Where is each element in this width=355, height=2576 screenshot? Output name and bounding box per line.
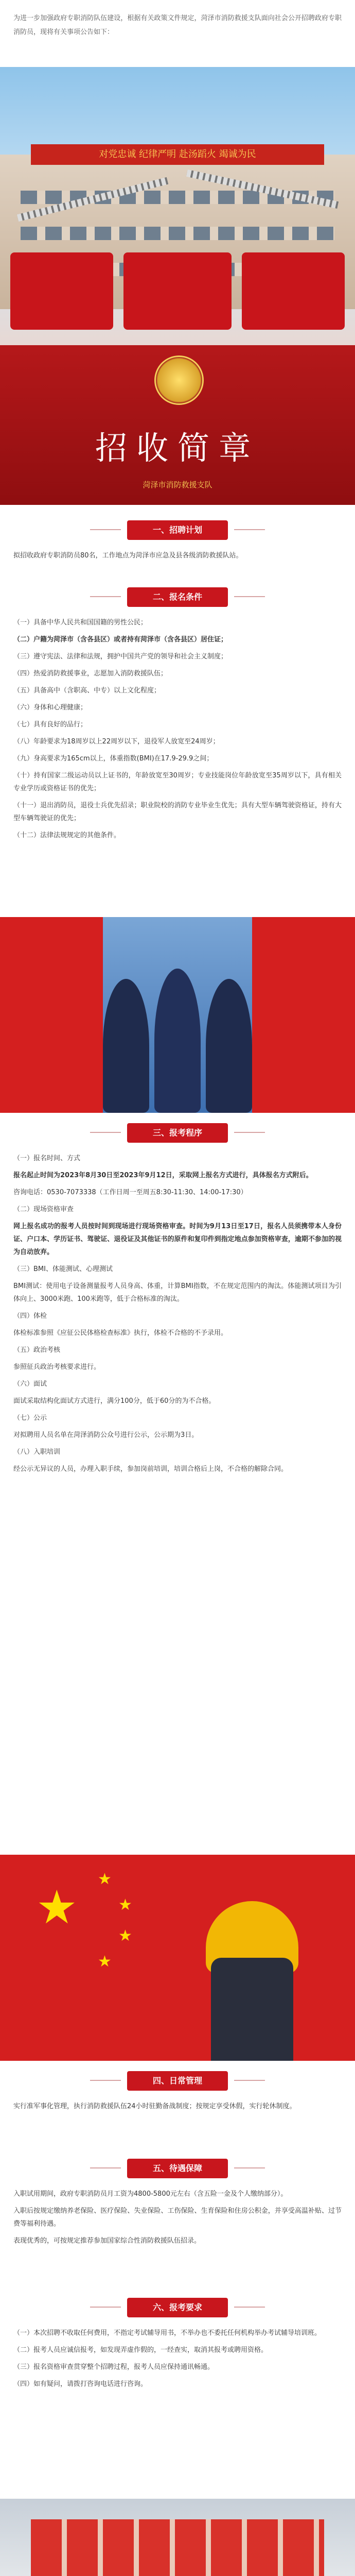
section-title: 六、报考要求 [127, 2298, 228, 2317]
condition-item: （十）持有国家二级运动员以上证书的，年龄放宽至30周岁；专业技能岗位年龄放宽至35周岁以下，具有相关专业学历或资格证书的优先； [13, 772, 342, 792]
requirement-item: （四）如有疑问，请拨打咨询电话进行咨询。 [13, 2380, 148, 2388]
fire-rescue-emblem-icon [154, 355, 204, 405]
section-plan [0, 515, 355, 577]
subheading: （八）入职培训 [13, 1448, 61, 1456]
subheading: （七）公示 [13, 1414, 47, 1422]
condition-item: （三）遵守宪法、法律和法规，拥护中国共产党的领导和社会主义制度； [13, 653, 228, 660]
subheading: （二）现场资格审查 [13, 1206, 74, 1213]
section-title: 四、日常管理 [127, 2071, 228, 2091]
conditions-list [13, 616, 342, 846]
procedure-text: BMI测试：使用电子设备测量报考人员身高、体重，计算BMI指数，不在规定范围内的淘汰。体能测试项目为引体向上、3000米跑、100米跑等，低于合格标准的淘汰。 [13, 1282, 342, 1303]
section-conditions [0, 587, 355, 907]
photo-team [0, 2499, 355, 2576]
section-title: 五、待遇保障 [127, 2159, 228, 2178]
fire-truck [242, 252, 345, 330]
fire-truck [123, 252, 232, 330]
condition-item: （二）户籍为菏泽市（含各县区）或者持有菏泽市（含各县区）居住证； [13, 636, 228, 643]
procedure-text: 体检标准参照《应征公民体格检查标准》执行，体检不合格的不予录用。 [13, 1329, 228, 1337]
subheading: （四）体检 [13, 1312, 47, 1320]
star-icon: ★ [118, 1896, 132, 1914]
subheading: （三）BMI、体能测试、心理测试 [13, 1265, 113, 1273]
subheading: （六）面试 [13, 1380, 47, 1388]
benefit-item: 入职试用期间，政府专职消防员月工资为4800-5800元左右（含五险一金及个人缴纳部分）。 [13, 2190, 288, 2198]
benefits-list [13, 2188, 342, 2251]
star-icon: ★ [118, 1927, 132, 1945]
condition-item: （五）具备高中（含职高、中专）以上文化程度； [13, 687, 161, 694]
procedure-text: 报名起止时间为2023年8月30日至2023年9月12日，采取网上报名方式进行，具体报名方式附后。 [13, 1172, 313, 1179]
procedure-text: 网上报名成功的报考人员按时间到现场进行现场资格审查。时间为9月13日至17日，报名人员须携带本人身份证、户口本、学历证书、驾驶证、退役证及其他证书的原件和复印件到指定地点参加资格审查，逾期不参加的视为自动放弃。 [13, 1223, 342, 1256]
procedure-content [13, 1152, 342, 1480]
condition-item: （十一）退出消防员，退役士兵优先招录；职业院校的消防专业毕业生优先；具有大型车辆驾驶资格证，持有大型车辆驾驶证的优先； [13, 802, 342, 822]
procedure-text: 面试采取结构化面试方式进行，满分100分，低于60分的为不合格。 [13, 1397, 216, 1405]
condition-item: （九）身高要求为165cm以上，体重指数(BMI)在17.9-29.9之间； [13, 755, 214, 762]
section-procedure [0, 1123, 355, 1855]
page-subtitle: 菏泽市消防救援支队 [143, 480, 212, 489]
page-title: 招收简章 [95, 429, 260, 467]
procedure-text: 对拟聘用人员名单在菏泽消防公众号进行公示，公示期为3日。 [13, 1431, 199, 1439]
condition-item: （八）年龄要求为18周岁以上22周岁以下，退役军人放宽至24周岁； [13, 738, 220, 745]
condition-item: （一）具备中华人民共和国国籍的男性公民； [13, 619, 148, 626]
hero-image [0, 67, 355, 505]
section-requirements [0, 2298, 355, 2488]
requirement-item: （一）本次招聘不收取任何费用，不指定考试辅导用书，不举办也不委托任何机构举办考试辅导培训班。 [13, 2329, 322, 2337]
condition-item: （四）热爱消防救援事业，志愿加入消防救援队伍； [13, 670, 168, 677]
photo-flag-firefighter [0, 1855, 355, 2061]
subheading: （一）报名时间、方式 [13, 1155, 81, 1162]
section-title: 三、报考程序 [127, 1123, 228, 1143]
section-title: 二、报名条件 [127, 587, 228, 607]
firefighter [211, 1958, 293, 2061]
fire-truck [10, 252, 113, 330]
condition-item: （十二）法律法规规定的其他条件。 [13, 832, 121, 839]
requirements-list [13, 2327, 342, 2395]
photo-firefighters-salute [0, 917, 355, 1113]
subheading: （五）政治考核 [13, 1346, 61, 1354]
star-icon: ★ [98, 1870, 112, 1888]
section-benefits [0, 2159, 355, 2293]
procedure-text: 经公示无异议的人员，办理入职手续，参加岗前培训，培训合格后上岗，不合格的解除合同。 [13, 1465, 288, 1473]
plan-text: 拟招收政府专职消防员80名，工作地点为菏泽市应急及县各级消防救援队站。 [13, 552, 243, 560]
contact-phone: 咨询电话：0530-7073338（工作日周一至周五8:30-11:30、14:00-17:30） [13, 1189, 247, 1196]
benefit-item: 入职后按规定缴纳养老保险、医疗保险、失业保险、工伤保险、生育保险和住房公积金，并享受高温补贴、过节费等福利待遇。 [13, 2207, 342, 2228]
section-title: 一、招聘计划 [127, 520, 228, 540]
management-text: 实行准军事化管理，执行消防救援队伍24小时驻勤备战制度；按规定享受休假，实行轮休制度。 [13, 2103, 296, 2110]
condition-item: （六）身体和心理健康； [13, 704, 87, 711]
procedure-text: 参照征兵政治考核要求进行。 [13, 1363, 101, 1371]
requirement-item: （二）报考人员应诚信报考，如发现弄虚作假的，一经查实，取消其报考或聘用资格。 [13, 2346, 268, 2354]
requirement-item: （三）报名资格审查贯穿整个招聘过程，报考人员应保持通讯畅通。 [13, 2363, 215, 2371]
star-icon: ★ [98, 1953, 112, 1971]
section-management [0, 2071, 355, 2154]
intro-paragraph: 为进一步加强政府专职消防队伍建设，根据有关政策文件规定，菏泽市消防救援支队面向社会公开招聘政府专职消防员，现将有关事项公告如下： [13, 14, 342, 36]
benefit-item: 表现优秀的，可按规定推荐参加国家综合性消防救援队伍招录。 [13, 2237, 201, 2245]
star-icon: ★ [36, 1880, 78, 1935]
hero-banner: 对党忠诚 纪律严明 赴汤蹈火 竭诚为民 [31, 144, 324, 165]
building-flags [31, 2519, 324, 2576]
condition-item: （七）具有良好的品行； [13, 721, 87, 728]
